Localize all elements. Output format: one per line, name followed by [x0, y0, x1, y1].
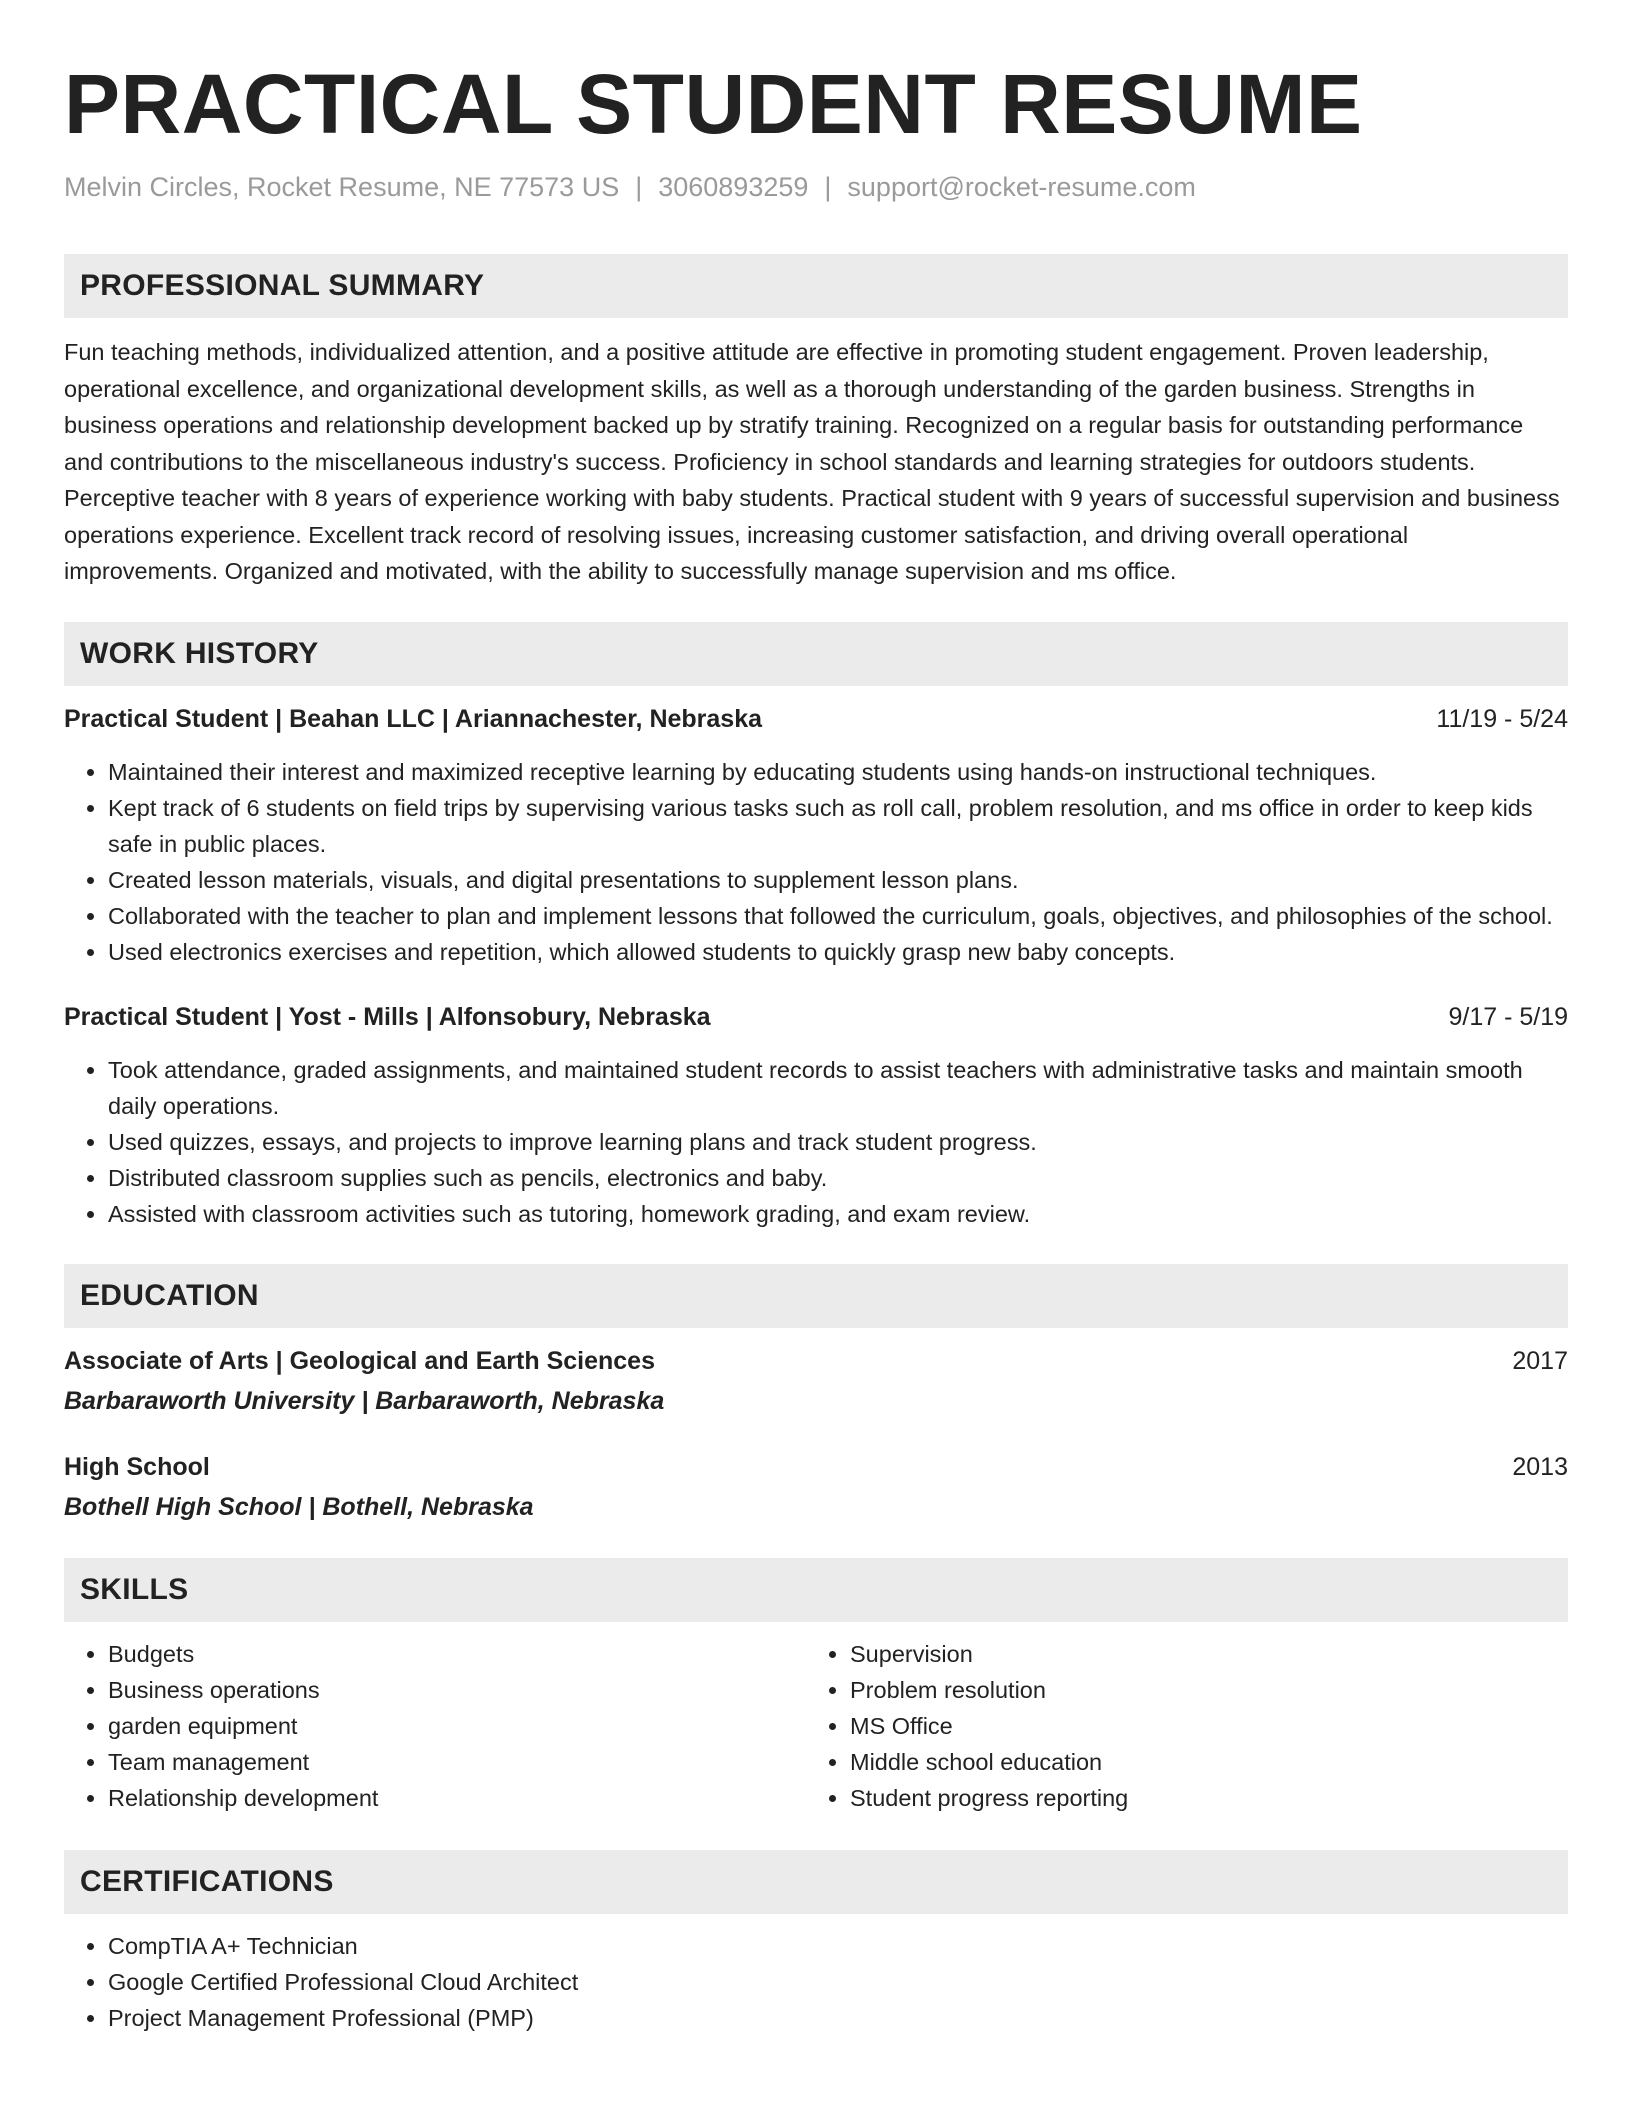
summary-text: Fun teaching methods, individualized attention, and a positive attitude are effective in promoting student engagement. Proven leadership, operational excellence, and organizational development skills, as well as a thorough understanding of the garden business. Strengths in business operations and relationship development backed up by stratify training. Recognized on a regular basis for outstanding performance and contributions to the miscellaneous industry's success. Proficiency in school standards and learning strategies for outdoors students. Perceptive teacher with 8 years of experience working with baby students. Practical student with 9 years of successful supervision and business operations experience. Excellent track record of resolving issues, increasing customer satisfaction, and driving overall operational improvements. Organized and motivated, with the ability to successfully manage supervision and ms office. [64, 339, 1560, 584]
skill-item: • Team management [108, 1744, 806, 1780]
work-history-heading: WORK HISTORY [64, 622, 1568, 686]
job-bullet: • Created lesson materials, visuals, and digital presentations to supplement lesson plans. [108, 862, 1568, 898]
skill-item: • Student progress reporting [850, 1780, 1548, 1816]
skill-item: • Problem resolution [850, 1672, 1548, 1708]
job-bullets [64, 1052, 1568, 1232]
job-dates: 9/17 - 5/19 [1448, 1002, 1568, 1031]
certification-item: • Google Certified Professional Cloud Architect [108, 1964, 1568, 2000]
job-title: Practical Student | Beahan LLC | Ariannachester, Nebraska [64, 704, 763, 733]
certification-item: • Project Management Professional (PMP) [108, 2000, 1568, 2036]
job-entry [64, 702, 1568, 970]
job-bullet: • Used electronics exercises and repetition, which allowed students to quickly grasp new baby concepts. [108, 934, 1568, 970]
job-bullet: • Assisted with classroom activities such as tutoring, homework grading, and exam review. [108, 1196, 1568, 1232]
skill-item: • MS Office [850, 1708, 1548, 1744]
education-year: 2017 [1512, 1346, 1568, 1375]
contact-phone: 3060893259 [658, 172, 809, 202]
education-header [64, 1450, 1568, 1484]
contact-line [64, 170, 1568, 204]
education-school: Barbaraworth University | Barbaraworth, Nebraska [64, 1386, 665, 1415]
certifications-heading: CERTIFICATIONS [64, 1850, 1568, 1914]
skills-heading: SKILLS [64, 1558, 1568, 1622]
skills-list-left [64, 1636, 806, 1816]
skills-columns [64, 1636, 1568, 1816]
certification-item: • CompTIA A+ Technician [108, 1928, 1568, 1964]
contact-email: support@rocket-resume.com [847, 172, 1196, 202]
education-header [64, 1344, 1568, 1378]
skill-item: • Relationship development [108, 1780, 806, 1816]
job-header [64, 1000, 1568, 1034]
summary-heading: PROFESSIONAL SUMMARY [64, 254, 1568, 318]
job-bullet: • Used quizzes, essays, and projects to improve learning plans and track student progress. [108, 1124, 1568, 1160]
contact-address: Melvin Circles, Rocket Resume, NE 77573 US [64, 172, 620, 202]
education-school: Bothell High School | Bothell, Nebraska [64, 1492, 534, 1521]
education-entry [64, 1344, 1568, 1418]
education-degree: High School [64, 1452, 210, 1481]
job-bullets [64, 754, 1568, 970]
education-entry [64, 1450, 1568, 1524]
skill-item: • Middle school education [850, 1744, 1548, 1780]
contact-separator: | [824, 172, 832, 202]
skill-item: • Supervision [850, 1636, 1548, 1672]
job-header [64, 702, 1568, 736]
skill-item: • Budgets [108, 1636, 806, 1672]
skill-item: • garden equipment [108, 1708, 806, 1744]
contact-separator: | [635, 172, 643, 202]
resume-title: PRACTICAL STUDENT RESUME [64, 57, 1363, 151]
job-bullet: • Distributed classroom supplies such as pencils, electronics and baby. [108, 1160, 1568, 1196]
skills-list-right [806, 1636, 1548, 1816]
certifications-list [64, 1928, 1568, 2036]
job-bullet: • Kept track of 6 students on field trips by supervising various tasks such as roll call, problem resolution, and ms office in order to keep kids safe in public places. [108, 790, 1568, 862]
education-degree: Associate of Arts | Geological and Earth Sciences [64, 1346, 655, 1375]
job-entry [64, 1000, 1568, 1232]
job-title: Practical Student | Yost - Mills | Alfonsobury, Nebraska [64, 1002, 711, 1031]
education-heading: EDUCATION [64, 1264, 1568, 1328]
job-bullet: • Maintained their interest and maximized receptive learning by educating students using hands-on instructional techniques. [108, 754, 1568, 790]
job-bullet: • Took attendance, graded assignments, and maintained student records to assist teachers with administrative tasks and maintain smooth daily operations. [108, 1052, 1568, 1124]
job-dates: 11/19 - 5/24 [1436, 704, 1568, 733]
education-year: 2013 [1512, 1452, 1568, 1481]
job-bullet: • Collaborated with the teacher to plan and implement lessons that followed the curriculum, goals, objectives, and philosophies of the school. [108, 898, 1568, 934]
skill-item: • Business operations [108, 1672, 806, 1708]
